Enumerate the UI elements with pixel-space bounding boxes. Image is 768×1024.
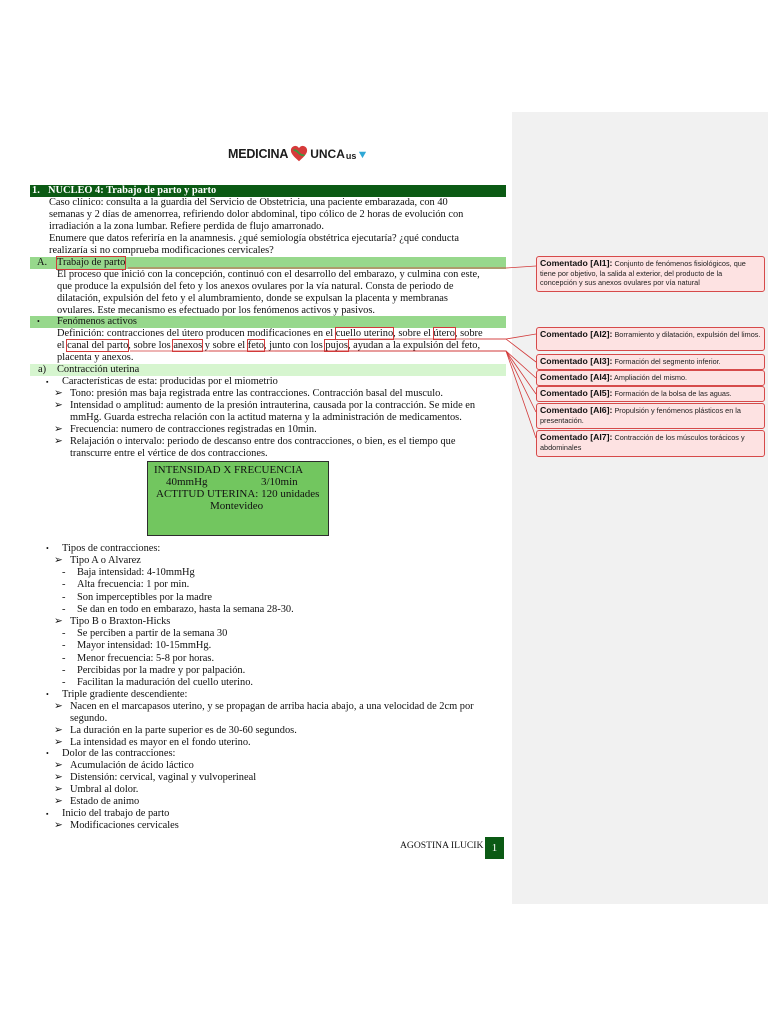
def-text: , junto con los: [263, 340, 326, 351]
comment-text: Propulsión y fenómenos plásticos en la presentación.: [540, 406, 741, 425]
connector-ai5: [209, 351, 536, 394]
comment-ai7[interactable]: [536, 430, 765, 457]
paragraph-line: dilatación, expulsión del feto y el alumbramiento, donde se expulsan la placenta y membranas: [57, 293, 448, 304]
subsection-a-title: Trabajo de parto: [57, 257, 126, 268]
case-line: semanas y 2 días de amenorrea, refiriendo dolor abdominal, tipo cólico de 2 horas de evolución con: [49, 209, 464, 220]
list-item: transcurre entre el vértice de dos contracciones.: [70, 448, 268, 459]
list-item: Mayor intensidad: 10-15mmHg.: [77, 640, 212, 651]
square-bullet-icon: ▪: [46, 810, 49, 818]
def-text: Definición: contracciones del útero producen modificaciones en el: [57, 328, 336, 339]
footer-author: AGOSTINA ILUCIK: [400, 840, 484, 851]
list-item: Intensidad o amplitud: aumento de la presión intrauterina, causada por la contracción. Se mide en: [70, 400, 476, 411]
formula-line-4: Montevideo: [210, 500, 264, 512]
comment-ai2[interactable]: [536, 327, 765, 351]
arrow-bullet-icon: ➢: [54, 701, 63, 712]
arrow-bullet-icon: ➢: [54, 820, 63, 831]
list-item: Nacen en el marcapasos uterino, y se propagan de arriba hacia abajo, a una velocidad de 2cm por: [70, 701, 474, 712]
dash-bullet: -: [62, 653, 66, 664]
arrow-bullet-icon: ➢: [54, 388, 63, 399]
connector-ai3: [475, 339, 536, 362]
dash-bullet: -: [62, 579, 66, 590]
list-item: mmHg. Guarda estrecha relación con la actitud materna y la administración de medicamentos.: [70, 412, 462, 423]
tipo-a-title: Tipo A o Alvarez: [70, 555, 141, 566]
def-text: el: [57, 340, 68, 351]
marked-cuello-uterino[interactable]: cuello uterino: [335, 328, 394, 339]
list-item: Relajación o intervalo: periodo de descanso entre dos contracciones, o bien, es el tiempo que: [70, 436, 456, 447]
contraccion-letter: a): [38, 364, 47, 375]
comment-label: Comentado [AI1]:: [540, 258, 613, 268]
marked-canal-del-parto[interactable]: canal del parto: [67, 340, 129, 351]
arrow-bullet-icon: ➢: [54, 796, 63, 807]
list-item: La intensidad es mayor en el fondo uterino.: [70, 737, 251, 748]
comment-label: Comentado [AI6]:: [540, 405, 613, 415]
comment-ai4[interactable]: [536, 370, 765, 386]
bullet-icon: •: [46, 544, 49, 553]
connector-ai1: [128, 266, 536, 268]
arrow-bullet-icon: ➢: [54, 725, 63, 736]
comment-text: Formación del segmento inferior.: [614, 357, 721, 366]
arrow-bullet-icon: ➢: [54, 424, 63, 435]
marked-anexos[interactable]: anexos: [173, 340, 203, 351]
def-text: , sobre: [454, 328, 483, 339]
connector-ai4: [130, 351, 536, 378]
comment-text: Formación de la bolsa de las aguas.: [614, 389, 732, 398]
arrow-bullet-icon: ➢: [54, 555, 63, 566]
def-text: , sobre los: [128, 340, 174, 351]
comment-text: Borramiento y dilatación, expulsión del limos.: [614, 330, 761, 339]
comment-ai5[interactable]: [536, 386, 765, 402]
page-number: 1: [485, 837, 504, 859]
formula-line-3: ACTITUD UTERINA: 120 unidades: [156, 488, 320, 500]
case-line: realizaría si no comprueba modificaciones cervicales?: [49, 245, 274, 256]
caracteristicas: Características de esta: producidas por el miometrio: [62, 376, 278, 387]
formula-line-1: INTENSIDAD X FRECUENCIA: [154, 464, 304, 476]
list-item: Distensión: cervical, vaginal y vulvoperineal: [70, 772, 257, 783]
tipos-title: Tipos de contracciones:: [62, 543, 161, 554]
paragraph-line: El proceso que inició con la concepción, continuó con el desarrollo del embarazo, y culmina con este,: [57, 269, 480, 280]
def-text: , sobre el: [393, 328, 434, 339]
bullet-icon: •: [46, 690, 49, 699]
fenomenos-title: Fenómenos activos: [57, 316, 137, 327]
connector-ai2: [348, 334, 536, 339]
list-item: Se perciben a partir de la semana 30: [77, 628, 228, 639]
comment-label: Comentado [AI4]:: [540, 372, 613, 382]
list-item: Menor frecuencia: 5-8 por horas.: [77, 653, 215, 664]
logo-text-left: MEDICINA: [228, 147, 289, 161]
case-line: Caso clínico: consulta a la guardia del Servicio de Obstetricia, una paciente embarazada, con 40: [49, 197, 448, 208]
list-item: Baja intensidad: 4-10mmHg: [77, 567, 195, 578]
marked-pujos[interactable]: pujos: [325, 340, 348, 351]
triple-title: Triple gradiente descendiente:: [62, 689, 188, 700]
comment-label: Comentado [AI7]:: [540, 432, 613, 442]
list-item: Acumulación de ácido láctico: [70, 760, 194, 771]
logo-text-right: UNCA: [310, 147, 345, 161]
case-line: Enumere que datos referiría en la anamnesis. ¿qué semiología obstétrica ejecutaría? ¿qué conducta: [49, 233, 459, 244]
list-item: segundo.: [70, 713, 108, 724]
bullet-icon: •: [37, 317, 40, 326]
marked-feto[interactable]: feto: [247, 340, 264, 351]
list-item: Se dan en todo en embarazo, hasta la semana 28-30.: [77, 604, 294, 615]
comment-ai1[interactable]: [536, 256, 765, 292]
dash-bullet: -: [62, 677, 66, 688]
definition-line-3: placenta y anexos.: [57, 352, 134, 363]
list-item: Alta frecuencia: 1 por min.: [77, 579, 190, 590]
formula-frequency: 3/10min: [261, 476, 298, 488]
bullet-icon: •: [46, 749, 49, 758]
contraccion-title: Contracción uterina: [57, 364, 140, 375]
paragraph-line: ovulares. Este mecanismo es efectuado por los fenómenos activos y pasivos.: [57, 305, 375, 316]
marked-utero[interactable]: útero: [433, 328, 455, 339]
case-line: irradiación a la zona lumbar. Refiere perdida de flujo amarronado.: [49, 221, 324, 232]
arrow-bullet-icon: ➢: [54, 400, 63, 411]
list-item: Facilitan la maduración del cuello uterino.: [77, 677, 254, 688]
list-item: Tono: presión mas baja registrada entre las contracciones. Contracción basal del musculo.: [70, 388, 443, 399]
connector-ai6: [275, 351, 536, 412]
list-item: Umbral al dolor.: [70, 784, 139, 795]
dash-bullet: -: [62, 640, 66, 651]
comment-text: Ampliación del mismo.: [614, 373, 688, 382]
dash-bullet: -: [62, 592, 66, 603]
comment-ai6[interactable]: [536, 403, 765, 429]
logo-text-suffix: us: [345, 150, 357, 161]
list-item: Estado de animo: [70, 796, 140, 807]
comment-label: Comentado [AI5]:: [540, 388, 613, 398]
list-item: Percibidas por la madre y por palpación.: [77, 665, 246, 676]
comment-text: Conjunto de fenómenos fisiológicos, que tiene por objetivo, la salida al exterior, del producto de la concepción y sus anexos ovulares por vía natural: [540, 259, 746, 287]
dolor-title: Dolor de las contracciones:: [62, 748, 176, 759]
comment-label: Comentado [AI2]:: [540, 329, 613, 339]
arrow-bullet-icon: ➢: [54, 737, 63, 748]
arrow-bullet-icon: ➢: [54, 772, 63, 783]
arrow-bullet-icon: ➢: [54, 436, 63, 447]
dash-bullet: -: [62, 604, 66, 615]
dash-bullet: -: [62, 628, 66, 639]
section-number: 1.: [32, 185, 40, 196]
list-item: Modificaciones cervicales: [70, 820, 179, 831]
formula-intensity: 40mmHg: [166, 476, 208, 488]
list-item: Frecuencia: numero de contracciones registradas en 10min.: [70, 424, 317, 435]
list-item: La duración en la parte superior es de 30-60 segundos.: [70, 725, 297, 736]
dash-bullet: -: [62, 665, 66, 676]
paragraph-line: que produce la expulsión del feto y los anexos ovulares por la vía natural. Consta de periodo de: [57, 281, 454, 292]
arrow-bullet-icon: ➢: [54, 760, 63, 771]
def-text: , ayudan a la expulsión del feto,: [347, 340, 481, 351]
section-title: NUCLEO 4: Trabajo de parto y parto: [48, 185, 217, 196]
dash-bullet: -: [62, 567, 66, 578]
connector-ai7: [362, 351, 536, 438]
comment-text: Contracción de los músculos torácicos y abdominales: [540, 433, 745, 452]
arrow-bullet-icon: ➢: [54, 616, 63, 627]
square-bullet-icon: ▪: [46, 378, 49, 386]
arrow-bullet-icon: ➢: [54, 784, 63, 795]
comment-label: Comentado [AI3]:: [540, 356, 613, 366]
def-text: y sobre el: [202, 340, 248, 351]
tipo-b-title: Tipo B o Braxton-Hicks: [70, 616, 171, 627]
comment-ai3[interactable]: [536, 354, 765, 370]
list-item: Son imperceptibles por la madre: [77, 592, 213, 603]
subsection-a-letter: A.: [37, 257, 48, 268]
inicio-title: Inicio del trabajo de parto: [62, 808, 170, 819]
